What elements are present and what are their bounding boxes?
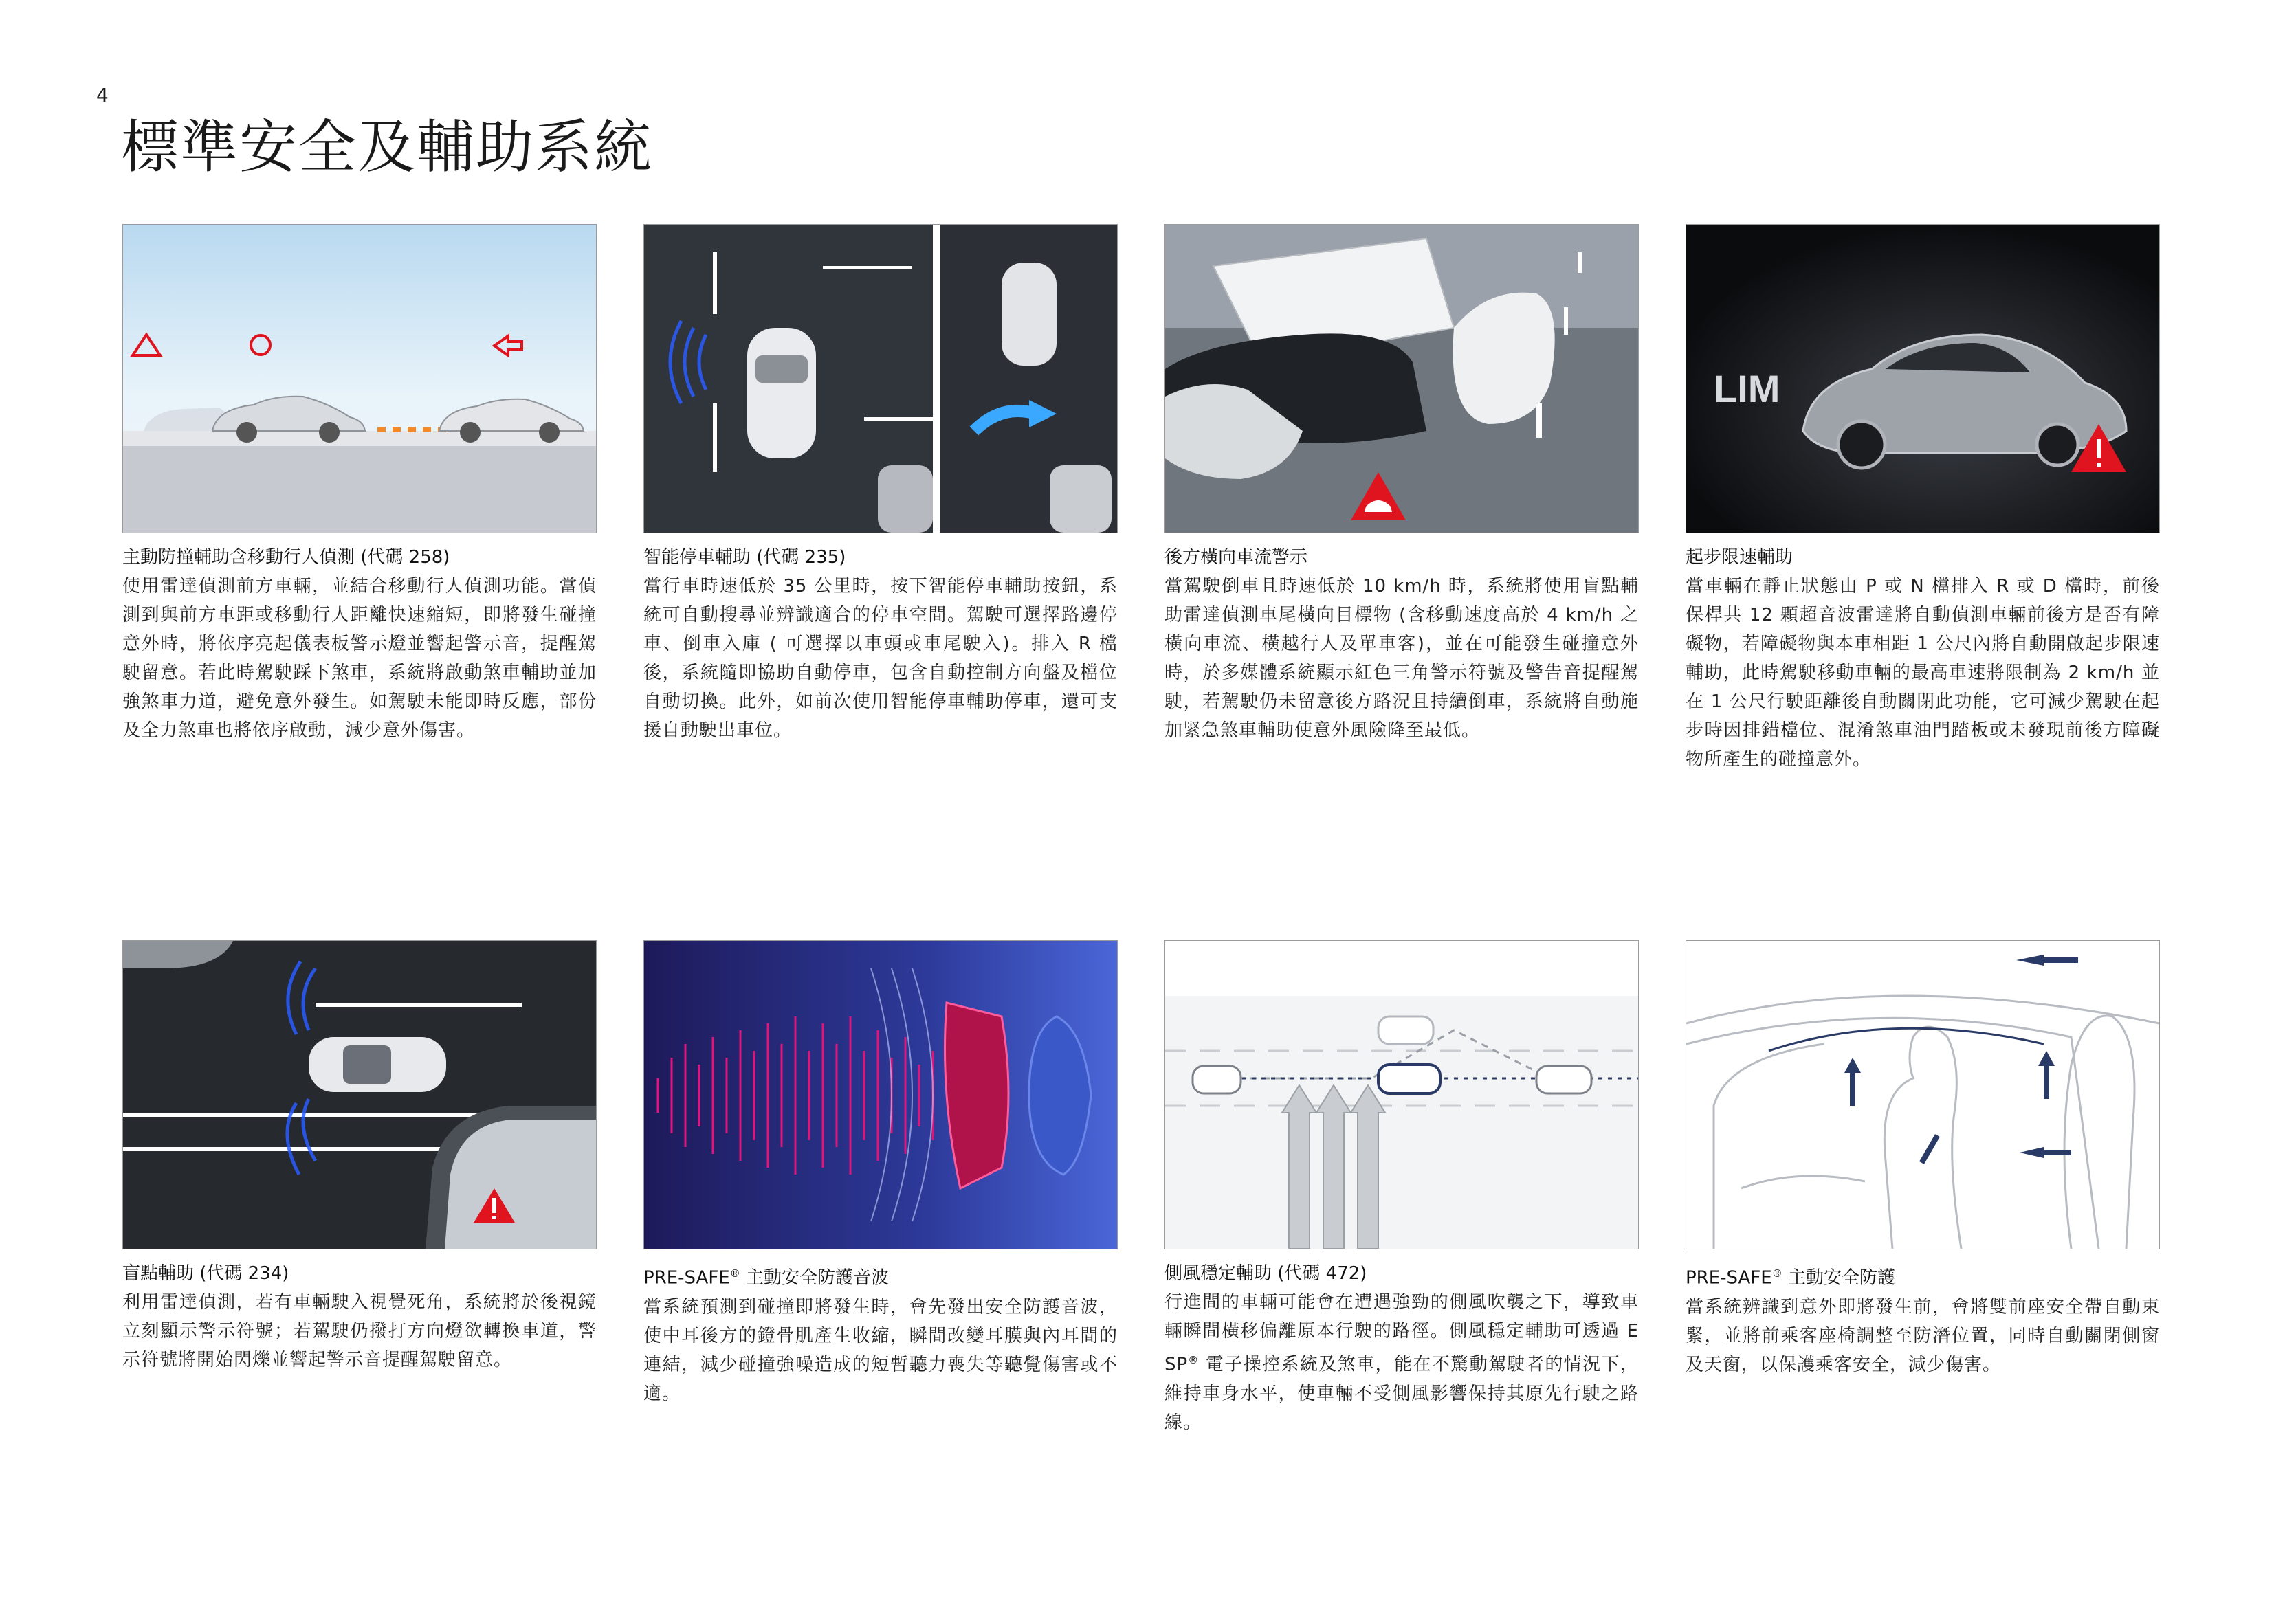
crosswind-assist-image (1164, 940, 1639, 1249)
pre-safe-image (1686, 940, 2160, 1249)
feature-description: 當系統預測到碰撞即將發生時，會先發出安全防護音波，使中耳後方的鐙骨肌產生收縮，瞬間改變耳膜與內耳間的連結，減少碰撞強噪造成的短暫聽力喪失等聽覺傷害或不適。 (643, 1296, 1118, 1404)
pre-safe-illustration (1686, 941, 2159, 1249)
drive-away-assist-illustration (1686, 225, 2159, 533)
feature-drive-away-assist (1686, 224, 2160, 774)
blind-spot-assist-illustration (123, 941, 596, 1249)
feature-title: 後方橫向車流警示 (1164, 547, 1308, 568)
rear-cross-traffic-illustration (1165, 225, 1638, 533)
feature-pre-safe (1686, 940, 2160, 1379)
feature-title: 側風穩定輔助 (代碼 472) (1164, 1263, 1367, 1284)
feature-description (1164, 1288, 1639, 1437)
feature-title-rest: 主動安全防護音波 (740, 1267, 889, 1289)
feature-title: 起步限速輔助 (1686, 547, 1793, 568)
active-brake-assist-illustration (123, 225, 596, 533)
feature-rear-cross-traffic-alert (1164, 224, 1639, 745)
page-title: 標準安全及輔助系統 (121, 113, 654, 181)
feature-crosswind-assist (1164, 940, 1639, 1437)
parking-assist-illustration (644, 225, 1117, 533)
feature-pre-safe-sound (643, 940, 1118, 1408)
feature-description-part: 行進間的車輛可能會在遭遇強勁的側風吹襲之下，導致車輛瞬間橫移偏離原本行駛的路徑。側風穩定輔助可透過 ESP (1164, 1292, 1639, 1375)
registered-mark: ® (1188, 1354, 1200, 1366)
drive-away-assist-image (1686, 224, 2160, 533)
active-brake-assist-image (122, 224, 597, 533)
feature-title: 主動防撞輔助含移動行人偵測 (代碼 258) (122, 547, 450, 568)
feature-title-rest: 主動安全防護 (1782, 1267, 1895, 1289)
pre-safe-sound-illustration (644, 941, 1117, 1249)
registered-mark: ® (729, 1267, 740, 1280)
feature-description: 當駕駛倒車且時速低於 10 km/h 時，系統將使用盲點輔助雷達偵測車尾橫向目標物 (含移動速度高於 4 km/h 之橫向車流、橫越行人及單車客)，並在可能發生碰撞意外時，於多媒體系統顯示紅色三角警示符號及警告音提醒駕駛，若駕駛仍未留意後方路況且持續倒車，系統將自動施加緊急煞車輔助使意外風險降至最低。 (1164, 576, 1639, 741)
feature-description: 當系統辨識到意外即將發生前，會將雙前座安全帶自動束緊，並將前乘客座椅調整至防潛位置，同時自動關閉側窗及天窗，以保護乘客安全，減少傷害。 (1686, 1296, 2160, 1375)
feature-description-part: 電子操控系統及煞車，能在不驚動駕駛者的情況下，維持車身水平，使車輛不受側風影響保持其原先行駛之路線。 (1164, 1354, 1639, 1433)
feature-title (1686, 1259, 2160, 1293)
feature-blind-spot-assist (122, 940, 597, 1375)
parking-assist-image (643, 224, 1118, 533)
feature-title (643, 1259, 1118, 1293)
blind-spot-assist-image (122, 940, 597, 1249)
lim-indicator-label: LIM (1714, 367, 1780, 410)
feature-title: 盲點輔助 (代碼 234) (122, 1263, 289, 1284)
pre-safe-brand: PRE-SAFE (643, 1267, 730, 1289)
registered-mark: ® (1771, 1267, 1782, 1280)
feature-description: 當行車時速低於 35 公里時，按下智能停車輔助按鈕，系統可自動搜尋並辨識適合的停車空間。駕駛可選擇路邊停車、倒車入庫 ( 可選擇以車頭或車尾駛入)。排入 R 檔後，系統隨即協助自動停車，包含自動控制方向盤及檔位自動切換。此外，如前次使用智能停車輔助停車，還可支援自動駛出車位。 (643, 576, 1118, 741)
feature-description: 利用雷達偵測，若有車輛駛入視覺死角，系統將於後視鏡立刻顯示警示符號；若駕駛仍撥打方向燈欲轉換車道，警示符號將開始閃爍並響起警示音提醒駕駛留意。 (122, 1292, 597, 1370)
page-number: 4 (96, 84, 109, 107)
feature-active-brake-assist (122, 224, 597, 745)
rear-cross-traffic-image (1164, 224, 1639, 533)
crosswind-assist-illustration (1165, 941, 1638, 1249)
feature-description: 使用雷達偵測前方車輛，並結合移動行人偵測功能。當偵測到與前方車距或移動行人距離快速縮短，即將發生碰撞意外時，將依序亮起儀表板警示燈並響起警示音，提醒駕駛留意。若此時駕駛踩下煞車，系統將啟動煞車輔助並加強煞車力道，避免意外發生。如駕駛未能即時反應，部份及全力煞車也將依序啟動，減少意外傷害。 (122, 576, 597, 741)
pre-safe-brand: PRE-SAFE (1686, 1267, 1772, 1289)
feature-description: 當車輛在靜止狀態由 P 或 N 檔排入 R 或 D 檔時，前後保桿共 12 顆超音波雷達將自動偵測車輛前後方是否有障礙物，若障礙物與本車相距 1 公尺內將自動開啟起步限速輔助，此時駕駛移動車輛的最高車速將限制為 2 km/h 並在 1 公尺行駛距離後自動關閉此功能，它可減少駕駛在起步時因排錯檔位、混淆煞車油門踏板或未發現前後方障礙物所產生的碰撞意外。 (1686, 576, 2160, 770)
feature-parking-assist (643, 224, 1118, 745)
pre-safe-sound-image (643, 940, 1118, 1249)
feature-title: 智能停車輔助 (代碼 235) (643, 547, 846, 568)
